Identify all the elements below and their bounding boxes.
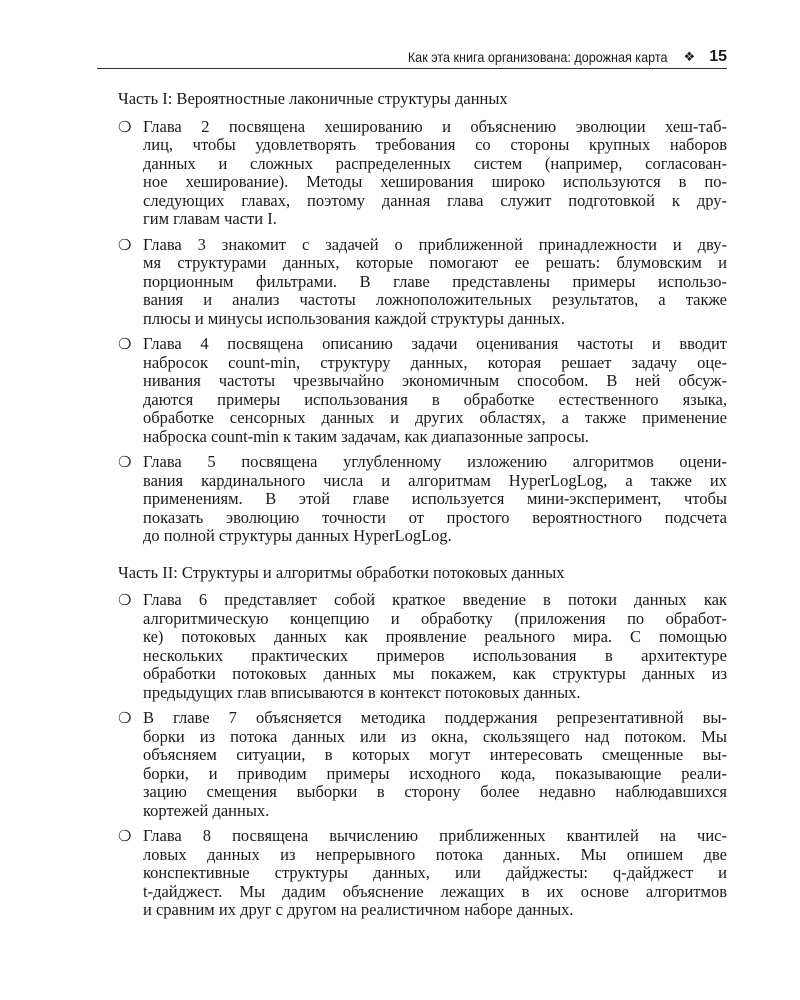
text-line: конспективные структуры данных, или дайджесты: q-дайджест и — [143, 863, 727, 882]
text-line: зацию смещения выборки в сторону более недавно наблюдавшихся — [143, 782, 727, 801]
chapter-list-item — [118, 236, 727, 329]
text-line: Глава 2 посвящена хешированию и объяснению эволюции хеш-таб- — [143, 116, 727, 136]
running-header-title: Как эта книга организована: дорожная карта — [407, 49, 668, 65]
bullet-icon: ❍ — [118, 335, 132, 353]
text-line: гим главам части I. — [143, 209, 277, 228]
text-line: следующих главах, поэтому данная глава служит подготовкой к дру- — [143, 190, 727, 210]
page-body — [118, 90, 727, 927]
part-heading: Часть II: Структуры и алгоритмы обработки потоковых данных — [118, 562, 565, 582]
text-line: наброска count-min к таким задачам, как диапазонные запросы. — [143, 426, 589, 446]
part-heading: Часть I: Вероятностные лаконичные структуры данных — [118, 89, 508, 108]
chapter-list-item — [118, 709, 727, 820]
text-line: даются примеры использования в обработке естественного языка, — [143, 389, 727, 409]
text-line: данных и сложных распределенных систем (например, согласован- — [143, 153, 727, 173]
text-line: кортежей данных. — [143, 800, 270, 820]
bullet-icon: ❍ — [118, 827, 132, 845]
chapter-list-item — [118, 118, 727, 229]
bullet-icon: ❍ — [118, 235, 132, 254]
text-line: вания и анализ частоты ложноположительных результатов, а также — [143, 290, 727, 309]
text-line: нивания частоты чрезвычайно экономичным способом. В ней обсуж- — [143, 371, 727, 390]
text-line: ке) потоковых данных как проявление реального мира. С помощью — [143, 627, 727, 646]
text-line: нескольких практических примеров использования в архитектуре — [143, 645, 727, 665]
text-line: порционным фильтрами. В главе представлены примеры использо- — [143, 271, 727, 291]
text-line: плюсы и минусы использования каждой структуры данных. — [143, 308, 565, 328]
bullet-icon: ❍ — [118, 117, 132, 136]
text-line: В главе 7 объясняется методика поддержания репрезентативной вы- — [143, 708, 727, 727]
bullet-icon: ❍ — [118, 591, 132, 609]
text-line: обработке сенсорных данных и других областях, а также применение — [143, 408, 727, 427]
running-header — [97, 46, 727, 69]
text-line: до полной структуры данных HyperLogLog. — [143, 526, 452, 545]
bullet-icon: ❍ — [118, 709, 132, 727]
text-line: Глава 3 знакомит с задачей о приближенной принадлежности и дву- — [143, 234, 727, 254]
page-number: 15 — [709, 48, 727, 65]
chapter-list-item — [118, 335, 727, 446]
text-line: набросок count-min, структуру данных, которая решает задачу оце- — [143, 352, 727, 372]
text-line: ловых данных из непрерывного потока данных. Мы опишем две — [143, 844, 727, 864]
text-line: Глава 8 посвящена вычислению приближенных квантилей на чис- — [143, 826, 727, 845]
chapter-list-item — [118, 591, 727, 702]
text-line: ное хеширование). Методы хеширования широко используются в по- — [143, 172, 727, 191]
text-line: и сравним их друг с другом на реалистичном наборе данных. — [143, 900, 574, 919]
text-line: предыдущих глав вписываются в контекст потоковых данных. — [143, 682, 581, 702]
text-line: обработки потоковых данных мы покажем, как структуры данных из — [143, 664, 727, 683]
text-line: Глава 5 посвящена углубленному изложению алгоритмов оцени- — [143, 452, 727, 471]
text-line: Глава 6 представляет собой краткое введение в потоки данных как — [143, 590, 727, 609]
chapter-list-item — [118, 827, 727, 920]
text-line: лиц, чтобы удовлетворять требования со стороны крупных наборов — [143, 135, 727, 154]
text-line: применениям. В этой главе используется мини-эксперимент, чтобы — [143, 489, 727, 508]
text-line: Глава 4 посвящена описанию задачи оценивания частоты и вводит — [143, 334, 727, 353]
text-line: борки, и приводим примеры исходного кода, показывающие реали- — [143, 763, 727, 783]
chapter-list-item — [118, 453, 727, 546]
text-line: вания кардинального числа и алгоритмам HyperLogLog, а также их — [143, 470, 727, 490]
text-line: борки из потока данных или из окна, скользящего над потоком. Мы — [143, 726, 727, 746]
text-line: t-дайджест. Мы дадим объяснение лежащих в их основе алгоритмов — [143, 881, 727, 901]
text-line: показать эволюцию точности от простого вероятностного подсчета — [143, 507, 727, 527]
text-line: объясняем ситуации, в которых могут интересовать смещенные вы- — [143, 745, 727, 764]
text-line: алгоритмическую концепцию и обработку (приложения по обработ- — [143, 608, 727, 628]
bullet-icon: ❍ — [118, 453, 132, 471]
text-line: мя структурами данных, которые помогают ее решать: блумовским и — [143, 253, 727, 272]
ornament-icon: ❖ — [683, 49, 696, 64]
